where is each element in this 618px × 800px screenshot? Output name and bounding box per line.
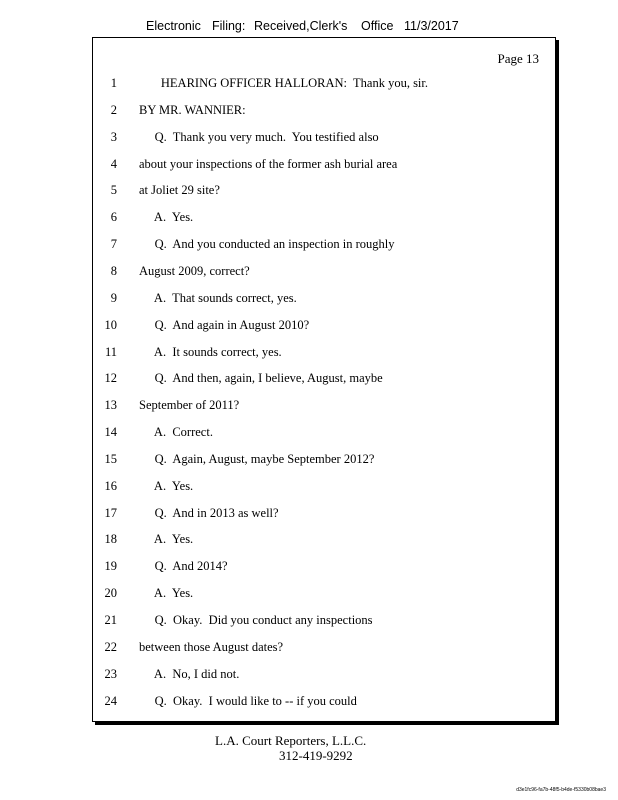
- transcript-page: [92, 37, 556, 722]
- line-number: 2: [110, 102, 117, 117]
- line-text: A. That sounds correct, yes.: [139, 290, 297, 305]
- line-number: 14: [104, 425, 117, 440]
- document-hash: d3e1fc96-fa7b-48f5-b4de-f5330b08bae3: [516, 787, 606, 793]
- transcript-line: [93, 425, 553, 443]
- line-number: 11: [104, 344, 117, 359]
- line-text: A. Correct.: [139, 425, 213, 440]
- line-text: A. Yes.: [139, 210, 194, 225]
- footer-phone: 312-419-9292: [279, 748, 353, 763]
- line-text: Q. Thank you very much. You testified also: [139, 129, 379, 144]
- transcript-line: [93, 506, 553, 524]
- transcript-line: [93, 640, 553, 658]
- line-text: A. Yes.: [139, 532, 194, 547]
- line-text: Q. And in 2013 as well?: [139, 505, 279, 520]
- line-number: 3: [110, 129, 117, 144]
- transcript-line: [93, 183, 553, 201]
- line-text: A. No, I did not.: [139, 666, 240, 681]
- transcript-line: [93, 130, 553, 148]
- transcript-line: [93, 264, 553, 282]
- transcript-line: [93, 318, 553, 336]
- line-text: A. It sounds correct, yes.: [139, 344, 282, 359]
- line-number: 5: [110, 183, 117, 198]
- line-text: between those August dates?: [139, 639, 284, 654]
- footer-company: L.A. Court Reporters, L.L.C.: [215, 733, 367, 748]
- header-received: Received,Clerk's: [254, 19, 348, 33]
- line-number: 22: [104, 639, 117, 654]
- transcript-line: [93, 210, 553, 228]
- transcript-line: [93, 613, 553, 631]
- line-number: 10: [104, 317, 117, 332]
- line-text: Q. And 2014?: [139, 559, 228, 574]
- line-text: September of 2011?: [139, 398, 240, 413]
- transcript-line: [93, 559, 553, 577]
- line-number: 20: [104, 586, 117, 601]
- transcript-line: [93, 532, 553, 550]
- transcript-line: [93, 667, 553, 685]
- line-text: HEARING OFFICER HALLORAN: Thank you, sir.: [139, 76, 429, 90]
- transcript-line: [93, 694, 553, 712]
- line-number: 16: [104, 478, 117, 493]
- line-number: 8: [110, 263, 117, 278]
- transcript-line: [93, 452, 553, 470]
- line-text: A. Yes.: [139, 478, 194, 493]
- line-text: Q. And again in August 2010?: [139, 317, 310, 332]
- electronic-filing-header: [0, 19, 618, 37]
- line-number: 18: [104, 532, 117, 547]
- header-filing: Filing:: [212, 19, 246, 33]
- line-text: Q. Okay. I would like to -- if you could: [139, 693, 357, 708]
- line-number: 21: [104, 613, 117, 627]
- line-number: 7: [110, 237, 117, 252]
- line-number: 12: [104, 371, 117, 386]
- header-date: 11/3/2017: [404, 19, 459, 33]
- line-number: 19: [104, 559, 117, 574]
- line-number: 15: [104, 451, 117, 466]
- line-text: August 2009, correct?: [139, 263, 250, 278]
- transcript-line: [93, 157, 553, 175]
- line-number: 6: [110, 210, 117, 225]
- transcript-line: [93, 76, 553, 94]
- line-number: 13: [104, 398, 117, 413]
- line-text: Q. Again, August, maybe September 2012?: [139, 451, 375, 466]
- transcript-line: [93, 237, 553, 255]
- transcript-line: [93, 398, 553, 416]
- page-number: Page 13: [497, 51, 539, 66]
- line-number: 1: [110, 76, 117, 90]
- line-text: at Joliet 29 site?: [139, 183, 220, 198]
- line-text: Q. Okay. Did you conduct any inspections: [139, 613, 373, 627]
- transcript-line: [93, 479, 553, 497]
- transcript-line: [93, 345, 553, 363]
- line-text: Q. And then, again, I believe, August, maybe: [139, 371, 383, 386]
- line-text: A. Yes.: [139, 586, 194, 601]
- line-text: Q. And you conducted an inspection in roughly: [139, 237, 395, 252]
- line-number: 23: [104, 666, 117, 681]
- header-office: Office: [361, 19, 394, 33]
- transcript-line: [93, 371, 553, 389]
- line-text: about your inspections of the former ash burial area: [139, 156, 398, 171]
- header-electronic: Electronic: [146, 19, 201, 33]
- line-number: 24: [104, 693, 117, 708]
- line-number: 17: [104, 505, 117, 520]
- transcript-line: [93, 291, 553, 309]
- line-number: 9: [110, 290, 117, 305]
- line-text: BY MR. WANNIER:: [139, 102, 246, 117]
- line-number: 4: [110, 156, 117, 171]
- transcript-line: [93, 103, 553, 121]
- transcript-line: [93, 586, 553, 604]
